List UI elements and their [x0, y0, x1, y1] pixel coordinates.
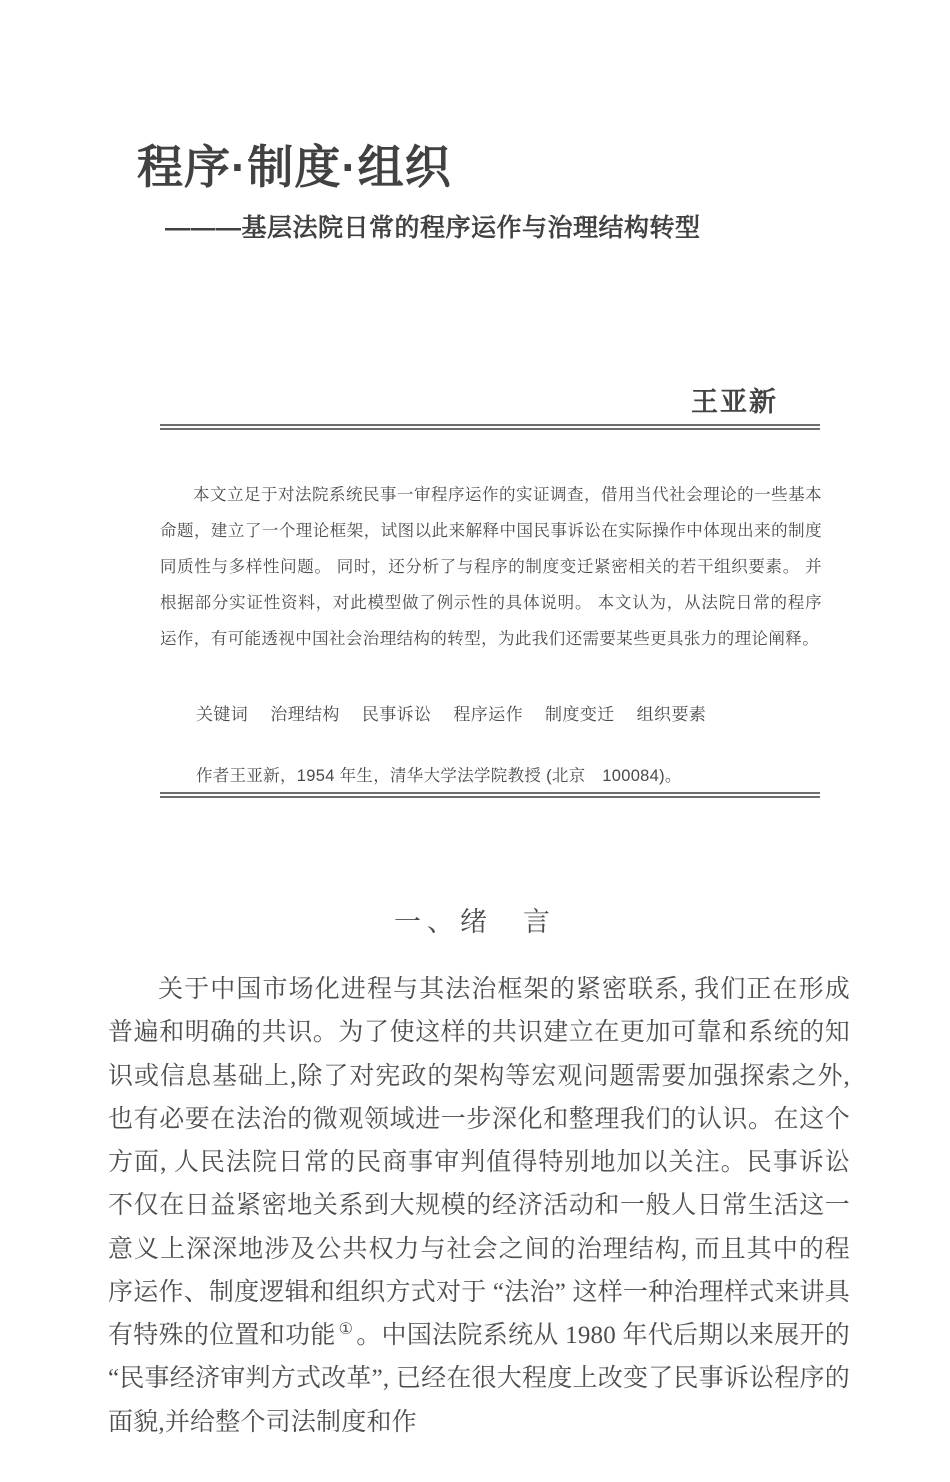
section-title-part2: 言: [523, 907, 556, 937]
author-affiliation: 作者王亚新，1954 年生，清华大学法学院教授 (北京 100084)。: [196, 767, 682, 785]
page-subtitle: ———基层法院日常的程序运作与治理结构转型: [165, 214, 701, 243]
keywords-label: 关键词: [196, 705, 249, 724]
section-title-part1: 绪: [460, 907, 493, 937]
abstract-top-rule: [160, 424, 820, 429]
section-heading: [0, 900, 950, 939]
keywords-line: [160, 700, 822, 725]
keyword-item: 制度变迁: [545, 705, 615, 724]
abstract-bottom-rule: [160, 792, 820, 797]
keyword-item: 民事诉讼: [361, 705, 432, 724]
footnote-marker-icon: ①: [338, 1320, 354, 1338]
page-title: 程序·制度·组织: [137, 141, 452, 193]
body-text-before-footnote: 关于中国市场化进程与其法治框架的紧密联系, 我们正在形成普遍和明确的共识。为了使这样的共识建立在更加可靠和系统的知识或信息基础上,除了对宪政的架构等宏观问题需要加强探索之外,也有必要在法治的微观领域进一步深化和整理我们的认识。在这个方面, 人民法院日常的民商事审判值得特别地加以关注。民事诉讼不仅在日益紧密地关系到大规模的经济活动和一般人日常生活这一意义上深深地涉及公共权力与社会之间的治理结构, 而且其中的程序运作、制度逻辑和组织方式对于 “法治” 这样一种治理样式来讲具有特殊的位置和功能: [108, 976, 850, 1349]
body-paragraph: [108, 968, 850, 1444]
body-text-after-footnote: 。中国法院系统从 1980 年代后期以来展开的 “民事经济审判方式改革”, 已经在很大程度上改变了民事诉讼程序的面貌,并给整个司法制度和作: [108, 1322, 850, 1436]
title-block: [137, 140, 837, 244]
abstract-text: 本文立足于对法院系统民事一审程序运作的实证调查，借用当代社会理论的一些基本命题，建立了一个理论框架，试图以此来解释中国民事诉讼在实际操作中体现出来的制度同质性与多样性问题。 同时，还分析了与程序的制度变迁紧密相关的若干组织要素。 并根据部分实证性资料，对此模型做了例示性的具体说明。 本文认为，从法院日常的程序运作，有可能透视中国社会治理结构的转型，为此我们还需要某些更具张力的理论阐释。: [160, 486, 822, 648]
author-name: 王亚新: [691, 387, 778, 417]
keyword-item: 组织要素: [636, 705, 707, 724]
keyword-item: 程序运作: [453, 705, 524, 724]
section-number: 一、: [394, 907, 460, 937]
keyword-item: 治理结构: [270, 705, 340, 724]
